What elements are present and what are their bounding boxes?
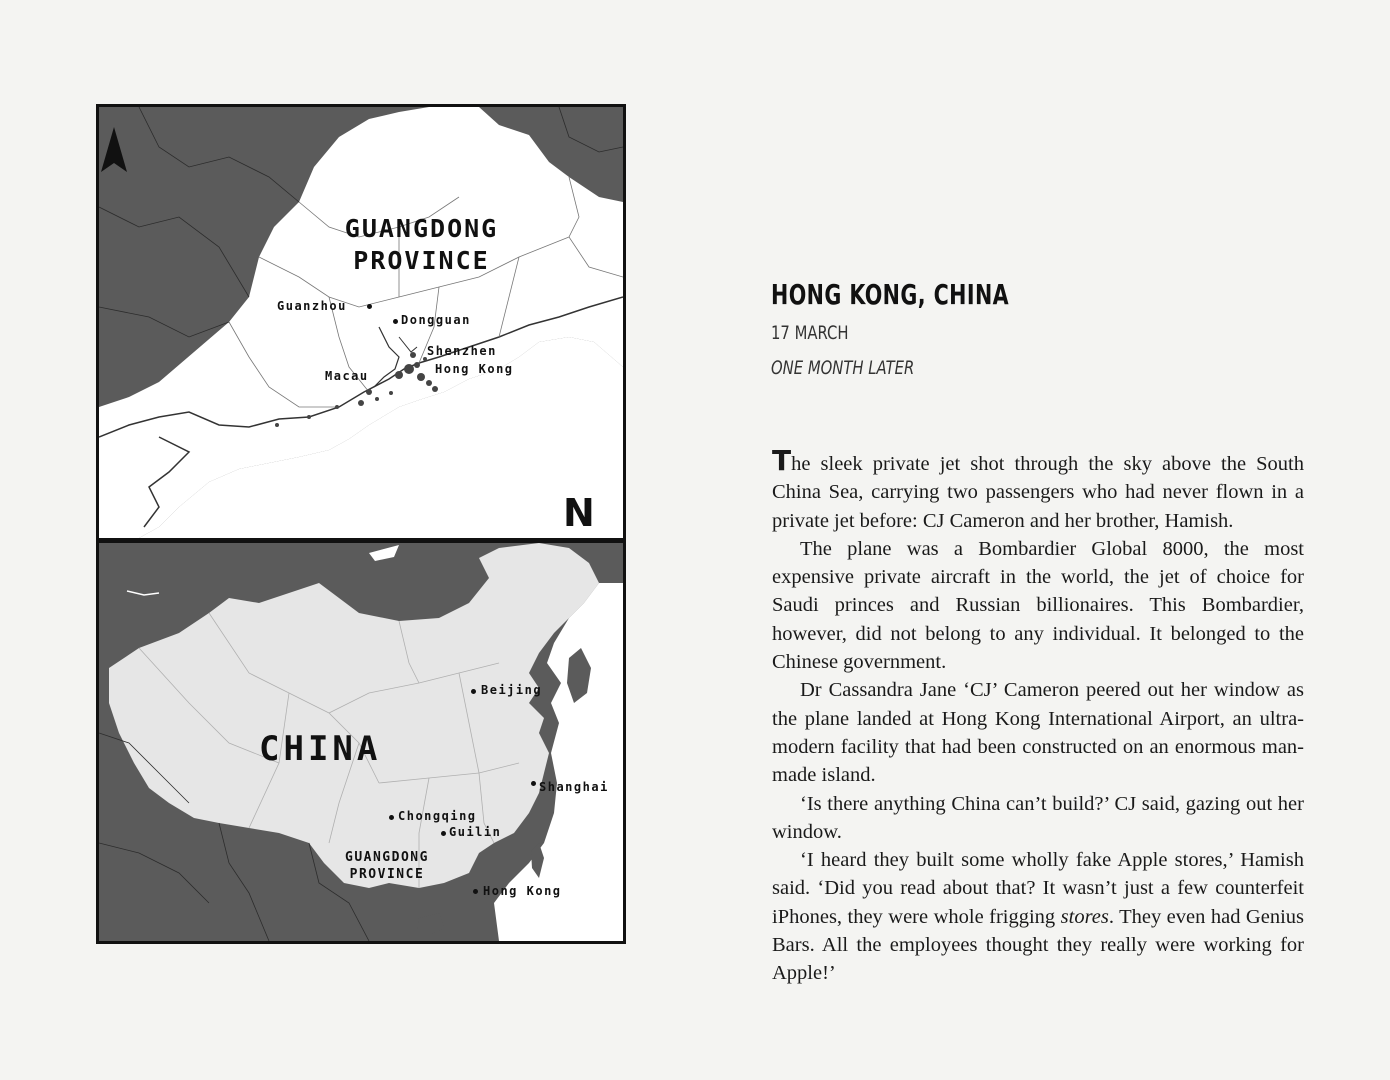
paragraph-5-text: ‘I heard they built some wholly fake Apple stores,’ Hamish said. ‘Did you read about that? It wasn’t just a few counterfeit iPhones, they were whole frigging — [772, 849, 1304, 928]
china-map — [99, 543, 623, 941]
paragraph-3: Dr Cassandra Jane ‘CJ’ Cameron peered out her window as the plane landed at Hong Kong International Airport, an ultra-modern facility that had been constructed on an enormous man-made island. — [772, 679, 1304, 787]
city-dot-guilin — [441, 831, 446, 836]
city-dot-shanghai — [531, 781, 536, 786]
city-label-guilin: Guilin — [449, 825, 502, 839]
paragraph-5-emphasis: stores — [1060, 905, 1109, 928]
paragraph-1-text: he sleek private jet shot through the sky above the South China Sea, carrying two passengers who had never flown in a private jet before: CJ Cameron and her brother, Hamish. — [772, 453, 1304, 532]
small-region-label-line-1: GUANGDONG — [345, 850, 429, 865]
chapter-location-heading: HONG KONG, CHINA — [771, 278, 1010, 311]
city-dot-chongqing — [389, 815, 394, 820]
city-dot-dongguan — [393, 319, 398, 324]
city-label-chongqing: Chongqing — [398, 809, 477, 823]
paragraph-5 — [772, 846, 1304, 987]
guangdong-map — [99, 107, 623, 538]
city-label-shenzhen: Shenzhen — [427, 344, 497, 358]
city-label-hong-kong: Hong Kong — [435, 362, 514, 376]
north-arrow-icon — [99, 107, 129, 197]
region-label-line-2: PROVINCE — [353, 246, 490, 275]
paragraph-2: The plane was a Bombardier Global 8000, the most expensive private aircraft in the world, the jet of choice for Saudi princes and Russian billionaires. This Bombardier, however, did not belong to any individual. It belonged to the Chinese government. — [772, 537, 1304, 674]
city-label-shanghai: Shanghai — [539, 780, 609, 794]
small-region-label-line-2: PROVINCE — [349, 867, 425, 882]
china-label: CHINA — [259, 729, 382, 769]
chapter-body — [772, 444, 1304, 988]
map-figure — [96, 104, 626, 944]
city-dot-beijing — [471, 689, 476, 694]
paragraph-5-tail: . They even had Genius Bars. All the employees thought they really were working for Apple!’ — [772, 905, 1304, 985]
guangdong-province-small-label — [345, 849, 429, 883]
city-label-guanzhou: Guanzhou — [277, 299, 347, 313]
city-dot-hong-kong — [473, 889, 478, 894]
north-letter: N — [563, 491, 595, 535]
chapter-subtitle: ONE MONTH LATER — [771, 357, 915, 379]
paragraph-4: ‘Is there anything China can’t build?’ CJ said, gazing out her window. — [772, 792, 1304, 843]
region-label-line-1: GUANGDONG — [344, 214, 499, 243]
paragraph-1 — [772, 444, 1304, 535]
city-label-macau: Macau — [325, 369, 369, 383]
city-label-beijing: Beijing — [481, 683, 543, 697]
city-dot-guanzhou — [367, 304, 372, 309]
guangdong-map-shapes — [99, 107, 623, 538]
guangdong-province-label — [329, 213, 514, 277]
city-label-dongguan: Dongguan — [401, 313, 471, 327]
drop-cap: T — [772, 444, 792, 477]
city-label-hong-kong-china: Hong Kong — [483, 884, 562, 898]
chapter-date: 17 MARCH — [771, 322, 849, 344]
